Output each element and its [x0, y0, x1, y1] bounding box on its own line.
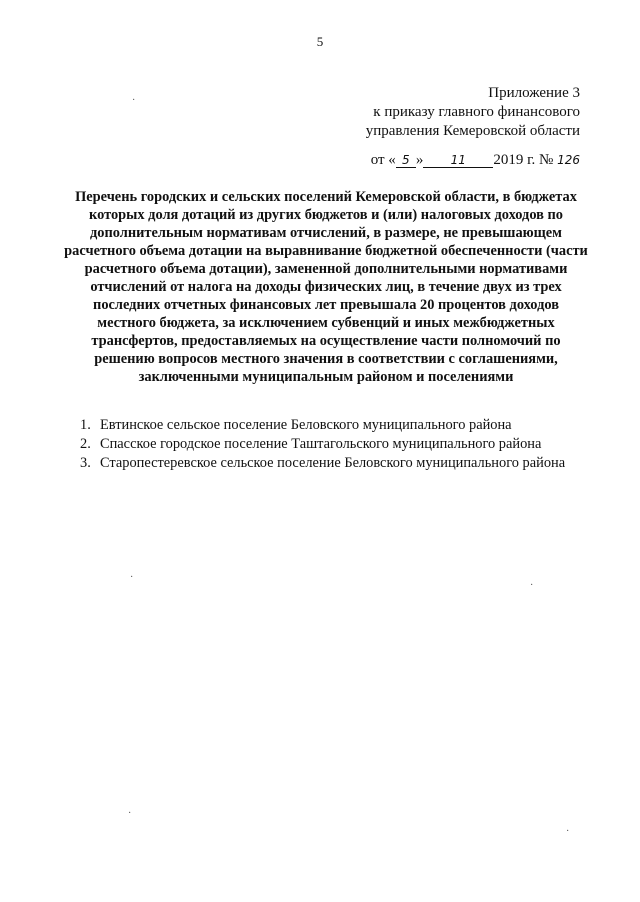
order-month: 11	[423, 153, 493, 168]
order-number: 126	[557, 153, 580, 167]
order-year: 2019 г. №	[493, 152, 554, 168]
order-mid: »	[415, 152, 424, 168]
page-number: 5	[316, 34, 324, 49]
appendix-header	[366, 84, 580, 141]
list-item	[80, 416, 580, 435]
scan-speck: ·	[132, 95, 136, 106]
appendix-line-2: к приказу главного финансового	[373, 104, 580, 120]
document-title: Перечень городских и сельских поселений Кемеровской области, в бюджетах которых доля дотаций из других бюджетов и (или) налоговых доходов по дополнительным нормативам отчислений, в размере, не превышающем расчетного объема дотации на выравнивание бюджетной обеспеченности (части расчетного объема дотации), замененной дополнительными нормативами отчислений от налога на доходы физических лиц, в течение двух из трех последних отчетных финансовых лет превышала 20 процентов доходов местного бюджета, за исключением субвенций и иных межбюджетных трансфертов, предоставляемых на осуществление части полномочий по решению вопросов местного значения в соответствии с соглашениями, заключенными муниципальным районом и поселениями	[64, 189, 588, 385]
list-item-number: 3.	[80, 455, 91, 471]
appendix-line-3: управления Кемеровской области	[365, 123, 580, 139]
appendix-line-1: Приложение 3	[488, 85, 580, 101]
list-item	[80, 435, 580, 454]
list-item-number: 1.	[80, 417, 91, 433]
settlement-list	[80, 416, 580, 473]
order-prefix: от «	[370, 152, 396, 168]
scan-speck: ·	[130, 572, 134, 583]
list-item-text: Спасское городское поселение Таштагольского муниципального района	[100, 436, 542, 452]
scan-speck: ·	[530, 580, 534, 591]
list-item-text: Евтинское сельское поселение Беловского муниципального района	[100, 417, 512, 433]
list-item-text: Старопестеревское сельское поселение Беловского муниципального района	[100, 455, 566, 471]
order-day: 5	[396, 153, 416, 168]
list-item	[80, 454, 580, 473]
list-item-number: 2.	[80, 436, 91, 452]
order-date-number	[371, 152, 580, 169]
scan-speck: ·	[128, 808, 132, 819]
scan-speck: ·	[566, 826, 570, 837]
